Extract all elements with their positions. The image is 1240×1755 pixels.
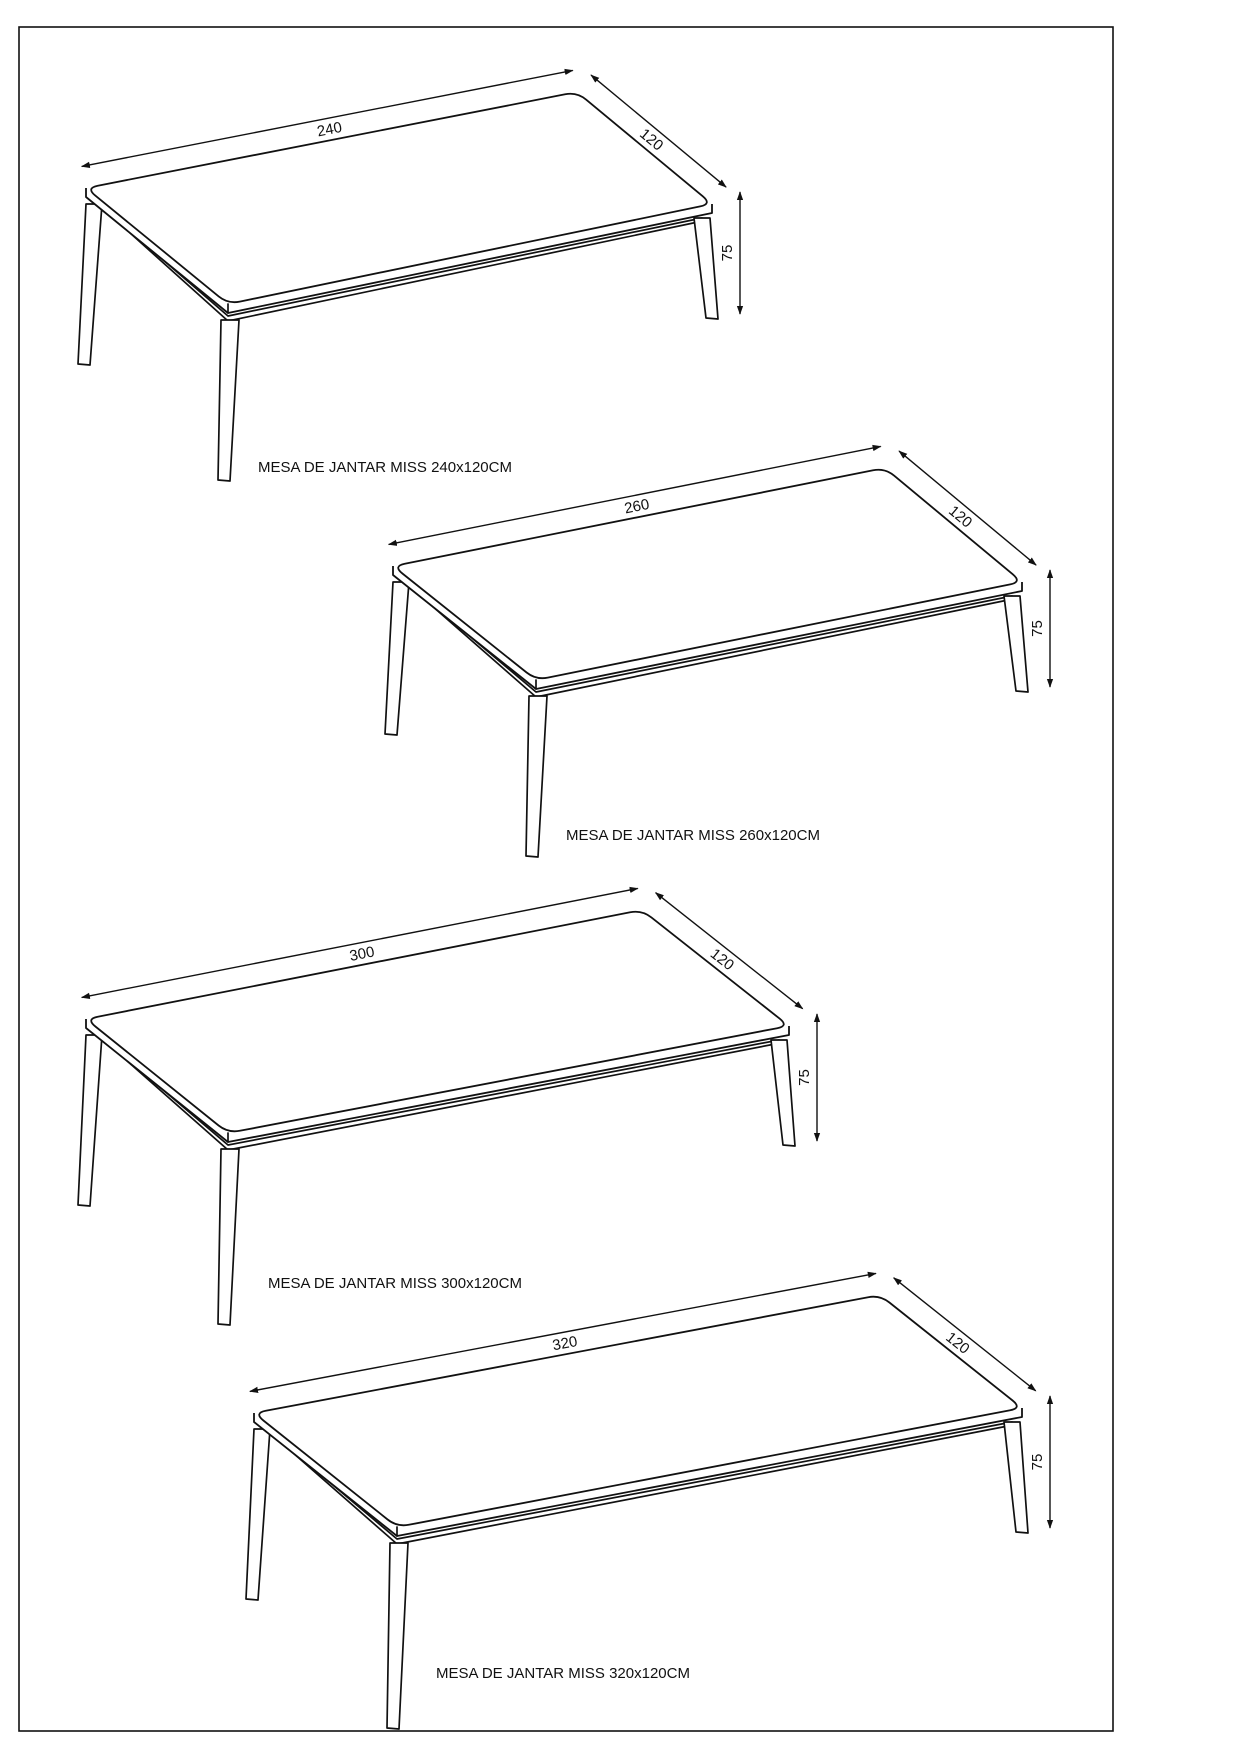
- front-leg: [526, 696, 547, 857]
- table-caption: MESA DE JANTAR MISS 320x120CM: [436, 1665, 690, 1682]
- table-drawing: [78, 70, 740, 481]
- front-leg: [218, 1149, 239, 1325]
- table-caption: MESA DE JANTAR MISS 300x120CM: [268, 1275, 522, 1292]
- left-leg: [246, 1429, 270, 1600]
- left-leg: [78, 1035, 102, 1206]
- height-dimension-label: 75: [1028, 620, 1046, 637]
- length-dimension-label: 320: [551, 1333, 579, 1355]
- length-dimension-label: 240: [315, 118, 344, 141]
- height-dimension-label: 75: [1028, 1453, 1046, 1471]
- table-caption: MESA DE JANTAR MISS 260x120CM: [566, 827, 820, 844]
- table-drawing: [78, 888, 817, 1325]
- right-leg: [1004, 596, 1028, 692]
- width-dimension-label: 120: [942, 1328, 973, 1358]
- height-dimension-label: 75: [718, 244, 736, 262]
- right-leg: [1004, 1422, 1028, 1533]
- table-drawing: [246, 1273, 1050, 1729]
- length-dimension-label: 300: [348, 943, 376, 965]
- left-leg: [78, 204, 102, 365]
- left-leg: [385, 582, 409, 735]
- right-leg: [771, 1040, 795, 1146]
- width-dimension-label: 120: [945, 502, 976, 532]
- table-drawing: [385, 446, 1050, 857]
- front-leg: [387, 1543, 408, 1729]
- height-dimension-label: 75: [795, 1069, 813, 1086]
- table-caption: MESA DE JANTAR MISS 240x120CM: [258, 459, 512, 476]
- width-dimension-label: 120: [636, 125, 667, 155]
- right-leg: [694, 218, 718, 319]
- tables-layer: [78, 70, 1050, 1729]
- front-leg: [218, 320, 239, 481]
- width-dimension-label: 120: [706, 945, 738, 975]
- length-dimension-label: 260: [622, 495, 651, 518]
